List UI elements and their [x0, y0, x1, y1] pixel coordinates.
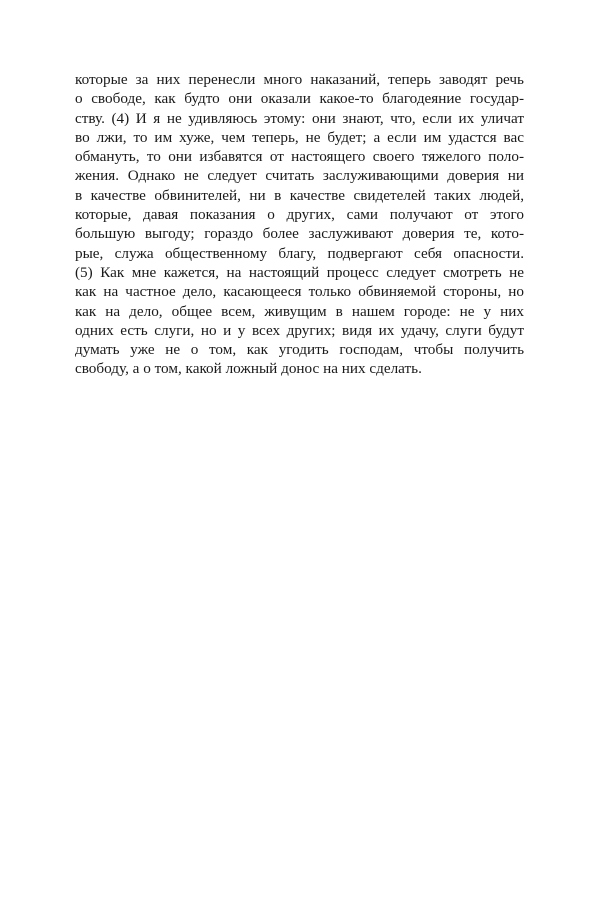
text-line: во лжи, то им хуже, чем теперь, не будет; а если им удастся вас: [75, 128, 524, 146]
text-line: жения. Однако не следует считать заслуживающими доверия ни: [75, 167, 524, 185]
text-line: которые за них перенесли много наказаний, теперь заводят речь: [75, 71, 524, 88]
text-line: одних есть слуги, но и у всех других; видя их удачу, слуги будут: [75, 321, 524, 339]
text-line: думать уже не о том, как угодить господам, чтобы получить: [75, 341, 524, 359]
text-line: обмануть, то они избавятся от настоящего своего тяжелого поло-: [75, 148, 524, 166]
text-line: как на частное дело, касающееся только обвиняемой стороны, но: [75, 283, 524, 301]
text-line: ству. (4) И я не удивляюсь этому: они знают, что, если их уличат: [75, 109, 524, 127]
text-line: которые, давая показания о других, сами получают от этого: [75, 206, 524, 224]
text-line: свободу, а о том, какой ложный донос на них сделать.: [75, 360, 422, 378]
text-line: рые, служа общественному благу, подвергают себя опасности.: [75, 244, 524, 262]
text-line: в качестве обвинителей, ни в качестве свидетелей таких людей,: [75, 186, 524, 204]
text-line: как на дело, общее всем, живущим в нашем городе: не у них: [75, 302, 524, 320]
text-line: большую выгоду; гораздо более заслуживают доверия те, кото-: [75, 225, 524, 243]
text-line: (5) Как мне кажется, на настоящий процесс следует смотреть не: [75, 263, 524, 281]
body-text: [75, 70, 524, 379]
text-line: о свободе, как будто они оказали какое-то благодеяние государ-: [75, 90, 524, 108]
